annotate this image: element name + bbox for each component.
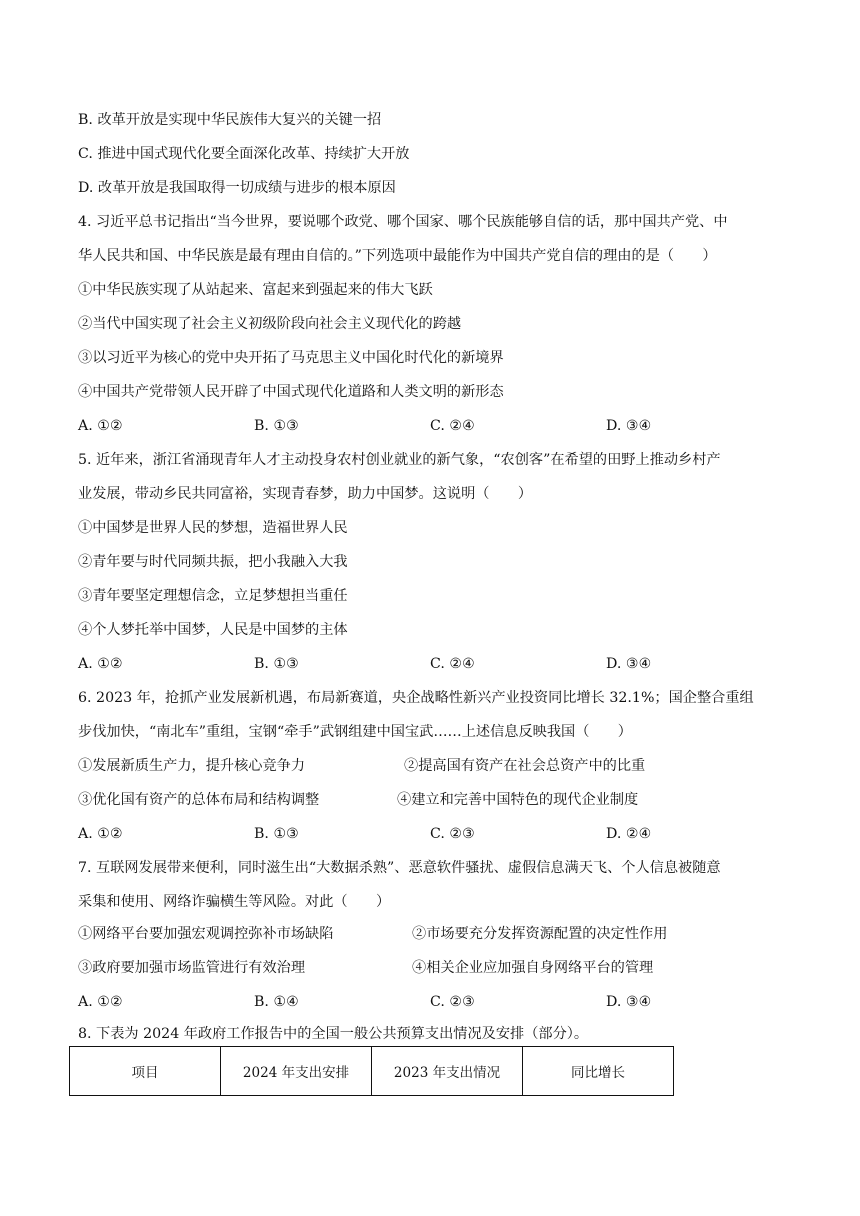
answer-option: C. ②③ [430, 826, 475, 842]
question-8-text: 8. 下表为 2024 年政府工作报告中的全国一般公共预算支出情况及安排（部分）。 [78, 1026, 589, 1042]
statement-line: ②当代中国实现了社会主义初级阶段向社会主义现代化的跨越 [78, 316, 462, 332]
statement-line: ④相关企业应加强自身网络平台的管理 [412, 960, 654, 976]
answer-option: A. ①② [78, 994, 123, 1010]
statement-line: ③政府要加强市场监管进行有效治理 [78, 960, 306, 976]
question-7-text: 采集和使用、网络诈骗横生等风险。对此（ ） [78, 894, 391, 910]
answer-option: D. ③④ [606, 656, 652, 672]
budget-table [69, 1046, 674, 1096]
question-5-text: 业发展，带动乡民共同富裕，实现青春梦，助力中国梦。这说明（ ） [78, 486, 533, 502]
answer-option: B. ①③ [254, 656, 299, 672]
statement-line: ④个人梦托举中国梦，人民是中国梦的主体 [78, 622, 348, 638]
statement-line: ②青年要与时代同频共振，把小我融入大我 [78, 554, 348, 570]
answer-option: A. ①② [78, 418, 123, 434]
answer-option: B. ①④ [254, 994, 299, 1010]
statement-line: ②市场要充分发挥资源配置的决定性作用 [412, 926, 668, 942]
option-line: B. 改革开放是实现中华民族伟大复兴的关键一招 [78, 112, 382, 128]
statement-line: ③以习近平为核心的党中央开拓了马克思主义中国化时代化的新境界 [78, 350, 504, 366]
statement-line: ①网络平台要加强宏观调控弥补市场缺陷 [78, 926, 334, 942]
option-line: D. 改革开放是我国取得一切成绩与进步的根本原因 [78, 180, 396, 196]
question-6-text: 6. 2023 年，抢抓产业发展新机遇，布局新赛道，央企战略性新兴产业投资同比增长 32.1%；国企整合重组 [78, 690, 754, 706]
answer-option: C. ②③ [430, 994, 475, 1010]
table-header-cell: 同比增长 [523, 1047, 674, 1096]
answer-option: C. ②④ [430, 656, 475, 672]
answer-option: D. ③④ [606, 418, 652, 434]
statement-line: ①中华民族实现了从站起来、富起来到强起来的伟大飞跃 [78, 282, 433, 298]
answer-option: D. ③④ [606, 994, 652, 1010]
statement-line: ④建立和完善中国特色的现代企业制度 [397, 792, 639, 808]
statement-line: ③优化国有资产的总体布局和结构调整 [78, 792, 320, 808]
statement-line: ④中国共产党带领人民开辟了中国式现代化道路和人类文明的新形态 [78, 384, 504, 400]
question-5-text: 5. 近年来，浙江省涌现青年人才主动投身农村创业就业的新气象，“农创客”在希望的田野上推动乡村产 [78, 452, 721, 468]
answer-option: B. ①③ [254, 418, 299, 434]
table-header-row [70, 1047, 674, 1096]
statement-line: ③青年要坚定理想信念，立足梦想担当重任 [78, 588, 348, 604]
answer-option: C. ②④ [430, 418, 475, 434]
statement-line: ①发展新质生产力，提升核心竞争力 [78, 758, 306, 774]
answer-option: A. ①② [78, 826, 123, 842]
answer-option: A. ①② [78, 656, 123, 672]
question-4-text: 华人民共和国、中华民族是最有理由自信的。”下列选项中最能作为中国共产党自信的理由的是（ ） [78, 248, 717, 264]
statement-line: ①中国梦是世界人民的梦想，造福世界人民 [78, 520, 348, 536]
option-line: C. 推进中国式现代化要全面深化改革、持续扩大开放 [78, 146, 410, 162]
question-6-text: 步伐加快，“南北车”重组，宝钢“牵手”武钢组建中国宝武……上述信息反映我国（ ） [78, 724, 632, 740]
table-header-cell: 2024 年支出安排 [221, 1047, 372, 1096]
table-header-cell: 项目 [70, 1047, 221, 1096]
question-4-text: 4. 习近平总书记指出“当今世界，要说哪个政党、哪个国家、哪个民族能够自信的话，那中国共产党、中 [78, 214, 728, 230]
question-7-text: 7. 互联网发展带来便利，同时滋生出“大数据杀熟”、恶意软件骚扰、虚假信息满天飞、个人信息被随意 [78, 860, 721, 876]
table-header-cell: 2023 年支出情况 [372, 1047, 523, 1096]
answer-option: D. ②④ [606, 826, 652, 842]
answer-option: B. ①③ [254, 826, 299, 842]
statement-line: ②提高国有资产在社会总资产中的比重 [404, 758, 646, 774]
